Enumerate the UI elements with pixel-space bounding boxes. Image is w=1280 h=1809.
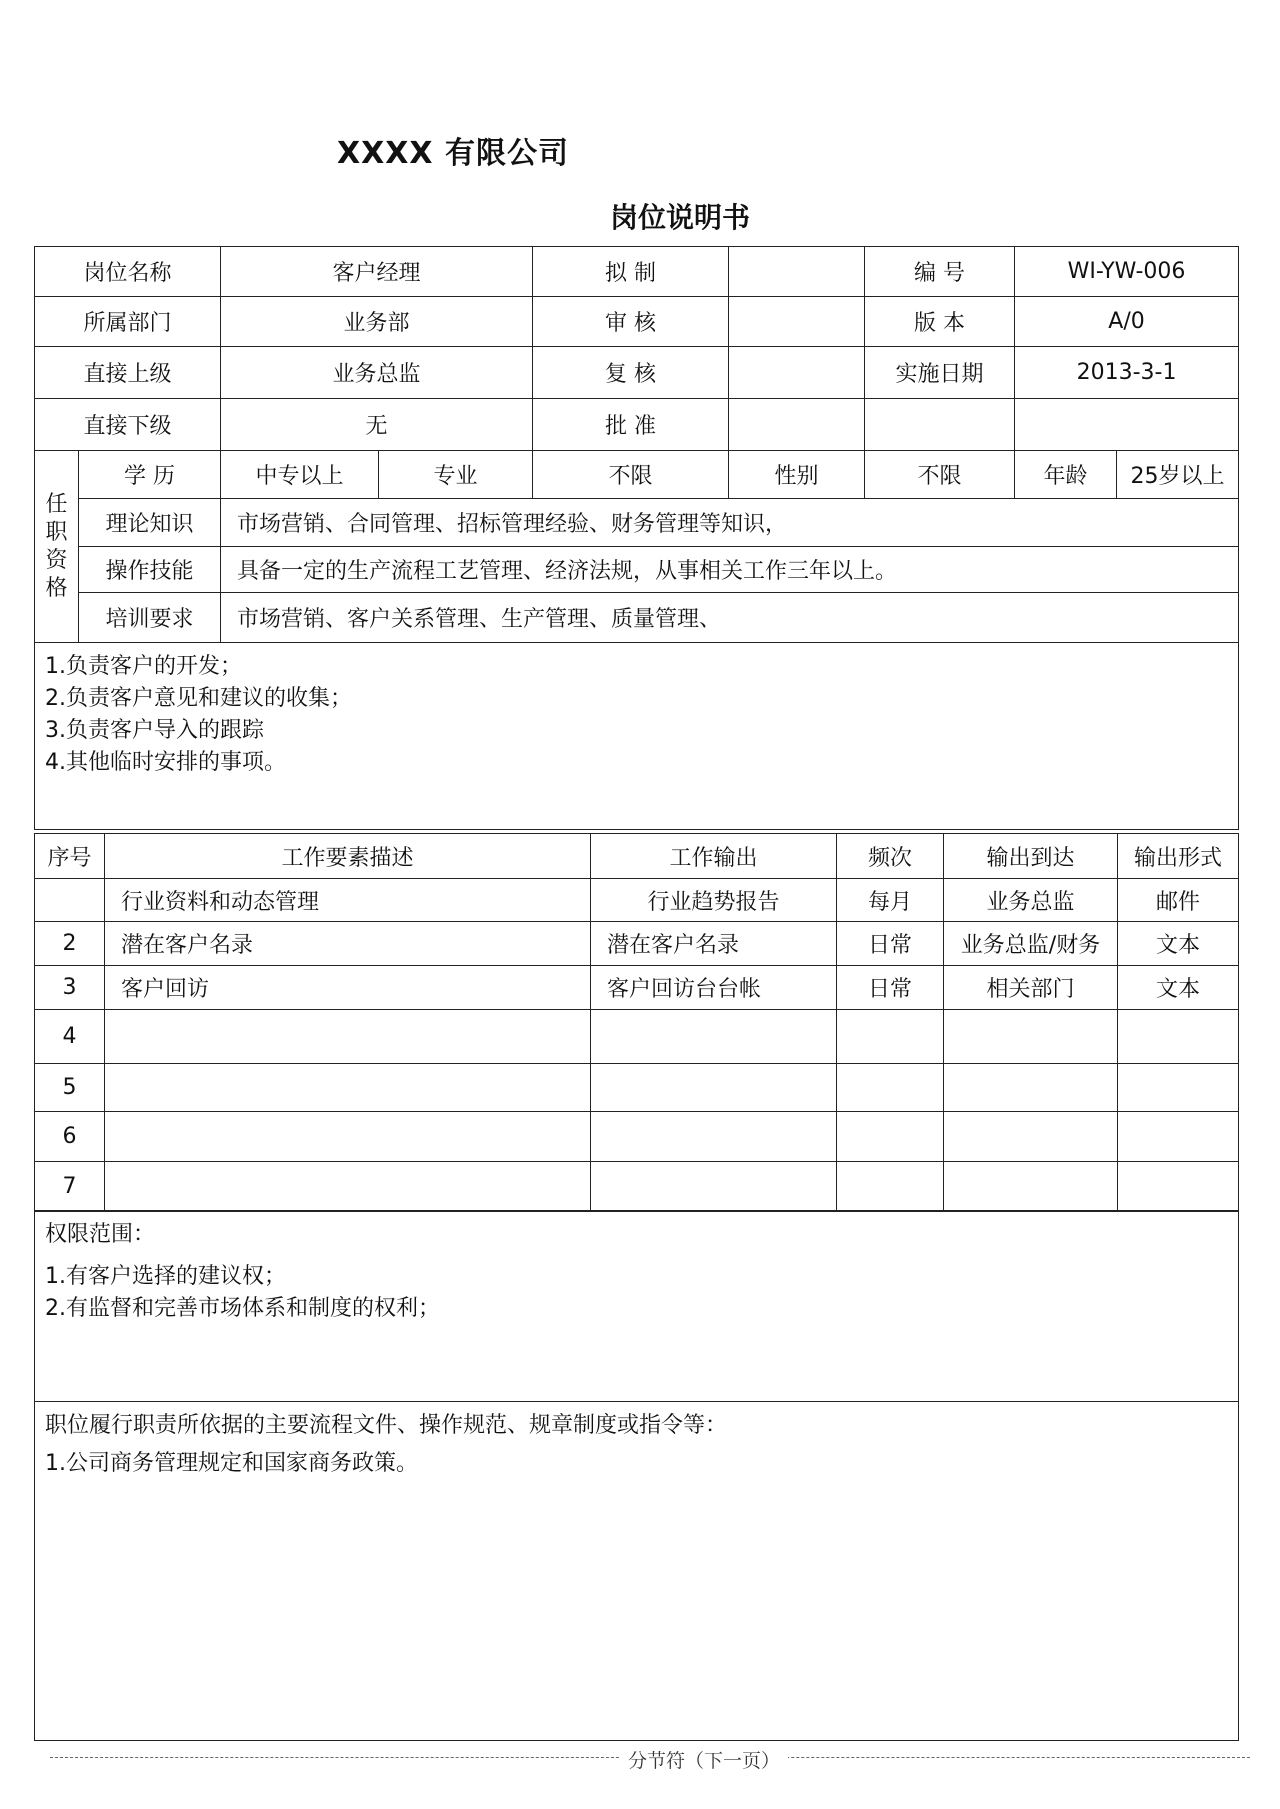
- cell: 3: [35, 966, 105, 1010]
- value-cell: [729, 247, 865, 297]
- table-row: [35, 1112, 1239, 1162]
- cell: [105, 1064, 591, 1112]
- cell: 业务总监/财务: [944, 922, 1118, 966]
- label-cell: [865, 399, 1015, 451]
- cell: [1118, 1162, 1239, 1212]
- value-cell: 客户经理: [221, 247, 533, 297]
- basis-cell: [35, 1402, 1239, 1741]
- cell: [944, 1162, 1118, 1212]
- value-cell: [729, 399, 865, 451]
- value-cell: 业务总监: [221, 347, 533, 399]
- cell: 文本: [1118, 966, 1239, 1010]
- value-cell: 业务部: [221, 297, 533, 347]
- table-row: [35, 879, 1239, 922]
- theory-value: 市场营销、合同管理、招标管理经验、财务管理等知识，: [221, 499, 1239, 547]
- training-value: 市场营销、客户关系管理、生产管理、质量管理、: [221, 593, 1239, 643]
- cell: [837, 1010, 944, 1064]
- table-row: [35, 922, 1239, 966]
- cell: 行业趋势报告: [591, 879, 837, 922]
- cell: 业务总监: [944, 879, 1118, 922]
- info-row: [35, 247, 1239, 297]
- cell: [105, 1112, 591, 1162]
- column-header: 输出形式: [1118, 834, 1239, 879]
- work-header-row: [35, 834, 1239, 879]
- education-row: [35, 451, 1239, 499]
- value-cell: [1015, 399, 1239, 451]
- authority-table: [34, 1210, 1239, 1741]
- label-cell: 版 本: [865, 297, 1015, 347]
- company-name: XXXX 有限公司: [337, 136, 569, 171]
- label-cell: 直接上级: [35, 347, 221, 399]
- cell: [591, 1162, 837, 1212]
- duty-item: 1.负责客户的开发；: [45, 654, 242, 679]
- cell: [837, 1064, 944, 1112]
- cell: 每月: [837, 879, 944, 922]
- age-label: 年龄: [1015, 451, 1117, 499]
- training-label: 培训要求: [79, 593, 221, 643]
- education-value: 中专以上: [221, 451, 379, 499]
- cell: [591, 1064, 837, 1112]
- value-cell: [729, 347, 865, 399]
- authority-title: 权限范围：: [45, 1222, 156, 1247]
- info-row: [35, 399, 1239, 451]
- cell: 行业资料和动态管理: [105, 879, 591, 922]
- cell: [944, 1064, 1118, 1112]
- duty-item: 3.负责客户导入的跟踪: [45, 718, 264, 743]
- authority-row: [35, 1211, 1239, 1402]
- cell: [944, 1112, 1118, 1162]
- cell: [105, 1010, 591, 1064]
- gender-value: 不限: [865, 451, 1015, 499]
- cell: 5: [35, 1064, 105, 1112]
- cell: 潜在客户名录: [591, 922, 837, 966]
- duties-cell: [35, 643, 1239, 830]
- cell: [35, 879, 105, 922]
- skill-value: 具备一定的生产流程工艺管理、经济法规，从事相关工作三年以上。: [221, 547, 1239, 593]
- table-row: [35, 1010, 1239, 1064]
- duty-item: 2.负责客户意见和建议的收集；: [45, 686, 352, 711]
- cell: [1118, 1112, 1239, 1162]
- basis-title: 职位履行职责所依据的主要流程文件、操作规范、规章制度或指令等：: [45, 1413, 728, 1438]
- column-header: 输出到达: [944, 834, 1118, 879]
- info-row: [35, 297, 1239, 347]
- column-header: 工作输出: [591, 834, 837, 879]
- basis-item: 1.公司商务管理规定和国家商务政策。: [45, 1451, 418, 1476]
- section-break: [50, 1746, 1250, 1770]
- authority-cell: [35, 1211, 1239, 1402]
- value-cell: 2013-3-1: [1015, 347, 1239, 399]
- cell: [1118, 1010, 1239, 1064]
- duty-item: 4.其他临时安排的事项。: [45, 750, 286, 775]
- cell: [837, 1112, 944, 1162]
- label-cell: 实施日期: [865, 347, 1015, 399]
- value-cell: [729, 297, 865, 347]
- training-row: [35, 593, 1239, 643]
- cell: 4: [35, 1010, 105, 1064]
- table-row: [35, 1162, 1239, 1212]
- cell: [591, 1010, 837, 1064]
- label-cell: 岗位名称: [35, 247, 221, 297]
- cell: [837, 1162, 944, 1212]
- skill-row: [35, 547, 1239, 593]
- job-info-table: [34, 246, 1239, 830]
- label-cell: 拟 制: [533, 247, 729, 297]
- table-row: [35, 966, 1239, 1010]
- cell: 邮件: [1118, 879, 1239, 922]
- duties-row: [35, 643, 1239, 830]
- value-cell: A/0: [1015, 297, 1239, 347]
- column-header: 频次: [837, 834, 944, 879]
- label-cell: 直接下级: [35, 399, 221, 451]
- label-cell: 审 核: [533, 297, 729, 347]
- cell: [1118, 1064, 1239, 1112]
- cell: 2: [35, 922, 105, 966]
- value-cell: 无: [221, 399, 533, 451]
- cell: [944, 1010, 1118, 1064]
- label-cell: 复 核: [533, 347, 729, 399]
- major-label: 专业: [379, 451, 533, 499]
- education-label: 学 历: [79, 451, 221, 499]
- authority-item: 2.有监督和完善市场体系和制度的权利；: [45, 1296, 440, 1321]
- cell: 日常: [837, 922, 944, 966]
- theory-row: [35, 499, 1239, 547]
- basis-row: [35, 1402, 1239, 1741]
- column-header: 序号: [35, 834, 105, 879]
- cell: 客户回访: [105, 966, 591, 1010]
- skill-label: 操作技能: [79, 547, 221, 593]
- gender-label: 性别: [729, 451, 865, 499]
- label-cell: 批 准: [533, 399, 729, 451]
- cell: 潜在客户名录: [105, 922, 591, 966]
- label-cell: 编 号: [865, 247, 1015, 297]
- qualification-label: 任 职 资 格: [35, 451, 79, 643]
- document-title: 岗位说明书: [610, 201, 751, 234]
- cell: 6: [35, 1112, 105, 1162]
- cell: 7: [35, 1162, 105, 1212]
- work-elements-table: [34, 833, 1239, 1212]
- authority-item: 1.有客户选择的建议权；: [45, 1264, 286, 1289]
- section-break-label: 分节符（下一页）: [620, 1746, 788, 1773]
- value-cell: WI-YW-006: [1015, 247, 1239, 297]
- info-row: [35, 347, 1239, 399]
- major-value: 不限: [533, 451, 729, 499]
- label-cell: 所属部门: [35, 297, 221, 347]
- cell: [591, 1112, 837, 1162]
- cell: 相关部门: [944, 966, 1118, 1010]
- cell: [105, 1162, 591, 1212]
- cell: 文本: [1118, 922, 1239, 966]
- cell: 日常: [837, 966, 944, 1010]
- table-row: [35, 1064, 1239, 1112]
- cell: 客户回访台台帐: [591, 966, 837, 1010]
- column-header: 工作要素描述: [105, 834, 591, 879]
- age-value: 25岁以上: [1117, 451, 1239, 499]
- theory-label: 理论知识: [79, 499, 221, 547]
